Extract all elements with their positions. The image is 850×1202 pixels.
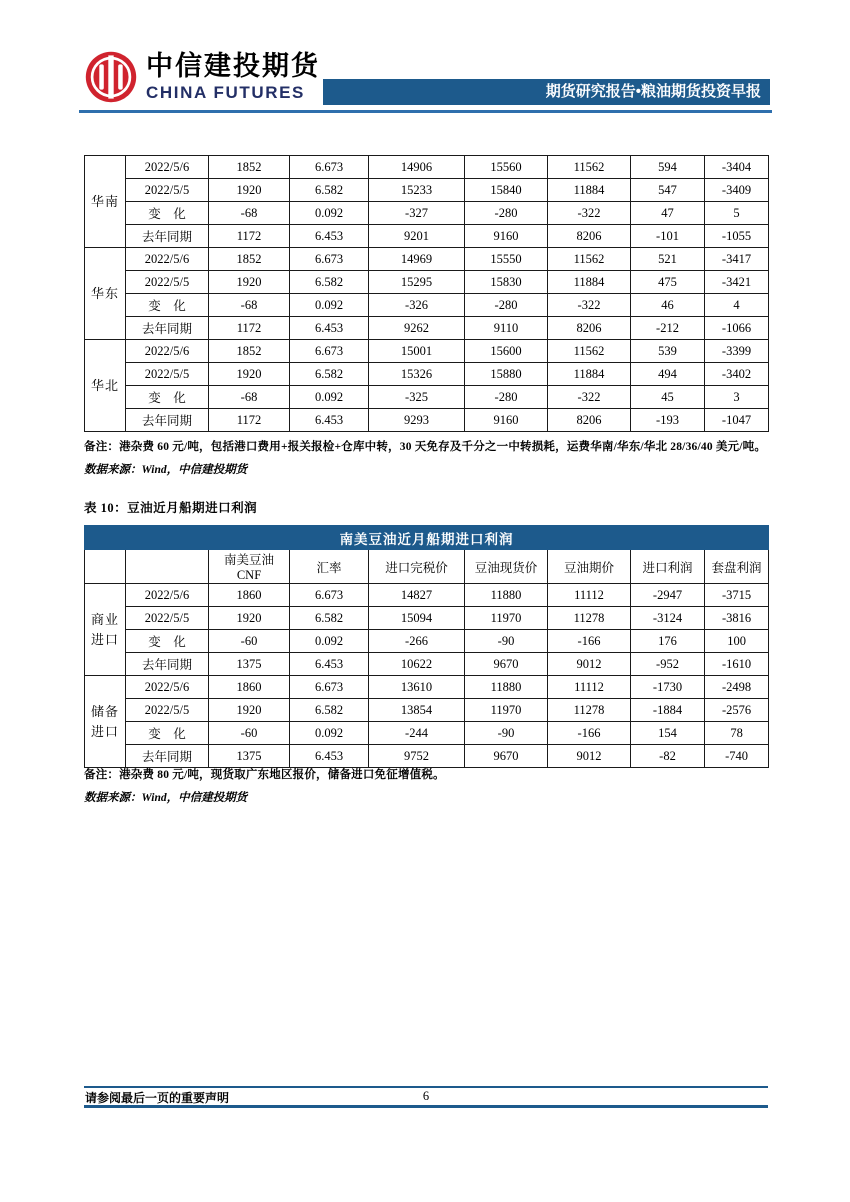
data-cell: 1860 [209,676,290,699]
data-cell: 9201 [369,225,465,248]
data-cell: 9670 [465,745,548,768]
data-cell: -212 [631,317,705,340]
data-cell: 9012 [548,745,631,768]
data-cell: -3421 [705,271,769,294]
data-cell: -2576 [705,699,769,722]
data-cell: -166 [548,722,631,745]
header-divider [79,110,772,113]
empty-header-cell [126,550,209,584]
column-header: 汇率 [290,550,369,584]
data-cell: 13610 [369,676,465,699]
data-cell: 1920 [209,271,290,294]
row-label: 去年同期 [126,225,209,248]
data-cell: 6.582 [290,363,369,386]
table-row [85,179,769,202]
data-cell: -3404 [705,156,769,179]
column-header: 套盘利润 [705,550,769,584]
data-cell: 15600 [465,340,548,363]
data-cell: 0.092 [290,630,369,653]
table-row [85,584,769,607]
data-cell: 15880 [465,363,548,386]
data-cell: -3402 [705,363,769,386]
data-cell: -244 [369,722,465,745]
column-header: 进口利润 [631,550,705,584]
table-banner-title: 南美豆油近月船期进口利润 [85,526,769,550]
data-cell: -3124 [631,607,705,630]
table-row [85,363,769,386]
data-cell: -322 [548,294,631,317]
table-row [85,225,769,248]
data-cell: -1047 [705,409,769,432]
data-cell: -82 [631,745,705,768]
data-cell: 14906 [369,156,465,179]
data-cell: -68 [209,202,290,225]
data-cell: 539 [631,340,705,363]
footer-divider-bottom [84,1105,768,1108]
table10-caption: 表 10：豆油近月船期进口利润 [84,501,258,515]
data-cell: 1375 [209,653,290,676]
row-label: 变 化 [126,630,209,653]
data-cell: 176 [631,630,705,653]
data-cell: 521 [631,248,705,271]
company-logo [84,50,320,104]
data-cell: 9262 [369,317,465,340]
data-cell: -322 [548,386,631,409]
data-cell: -166 [548,630,631,653]
table-row [85,386,769,409]
row-label: 2022/5/6 [126,676,209,699]
data-cell: 11112 [548,584,631,607]
data-cell: 494 [631,363,705,386]
data-cell: 15326 [369,363,465,386]
column-header: 豆油期价 [548,550,631,584]
data-cell: 1852 [209,340,290,363]
data-cell: 0.092 [290,722,369,745]
data-cell: 15840 [465,179,548,202]
data-cell: -193 [631,409,705,432]
row-label: 变 化 [126,386,209,409]
data-cell: 9670 [465,653,548,676]
data-cell: -280 [465,294,548,317]
data-cell: 8206 [548,317,631,340]
data-cell: 78 [705,722,769,745]
data-cell: 11112 [548,676,631,699]
data-cell: 1172 [209,225,290,248]
data-cell: 154 [631,722,705,745]
data-cell: 14827 [369,584,465,607]
data-cell: 1920 [209,699,290,722]
row-label: 去年同期 [126,409,209,432]
row-label: 去年同期 [126,745,209,768]
data-cell: -3816 [705,607,769,630]
data-cell: 11562 [548,156,631,179]
data-cell: 0.092 [290,386,369,409]
data-cell: -101 [631,225,705,248]
data-cell: 6.673 [290,676,369,699]
data-cell: 15550 [465,248,548,271]
group-label: 华北 [85,340,126,432]
table-row [85,156,769,179]
data-cell: -68 [209,294,290,317]
group-label: 储备 进口 [85,676,126,768]
data-cell: 11970 [465,699,548,722]
data-cell: -326 [369,294,465,317]
data-cell: 1920 [209,363,290,386]
data-cell: -2498 [705,676,769,699]
data-cell: 8206 [548,409,631,432]
row-label: 2022/5/6 [126,248,209,271]
data-cell: -280 [465,202,548,225]
table-row [85,745,769,768]
data-cell: -266 [369,630,465,653]
data-cell: -1884 [631,699,705,722]
data-cell: 11278 [548,699,631,722]
data-cell: -1730 [631,676,705,699]
data-cell: 1172 [209,317,290,340]
data-cell: 6.673 [290,340,369,363]
data-cell: 1852 [209,156,290,179]
data-cell: 4 [705,294,769,317]
data-cell: 1375 [209,745,290,768]
data-cell: -3417 [705,248,769,271]
data-cell: 15830 [465,271,548,294]
row-label: 去年同期 [126,653,209,676]
data-cell: -1055 [705,225,769,248]
data-cell: 11278 [548,607,631,630]
row-label: 2022/5/5 [126,607,209,630]
data-source-note: 数据来源：Wind，中信建投期货 [84,464,248,476]
row-label: 变 化 [126,202,209,225]
data-cell: 11884 [548,271,631,294]
table-row [85,653,769,676]
data-cell: 46 [631,294,705,317]
data-cell: -90 [465,722,548,745]
data-cell: 45 [631,386,705,409]
data-cell: 11880 [465,584,548,607]
table-note: 备注：港杂费 80 元/吨，现货取广东地区报价，储备进口免征增值税。 [84,769,445,781]
row-label: 2022/5/5 [126,179,209,202]
data-cell: 1852 [209,248,290,271]
regional-import-profit-table [84,155,769,432]
data-cell: 1172 [209,409,290,432]
data-cell: -1066 [705,317,769,340]
data-cell: 5 [705,202,769,225]
data-cell: 9160 [465,409,548,432]
citic-futures-logo-icon [84,50,138,104]
group-label: 华南 [85,156,126,248]
data-cell: 11562 [548,340,631,363]
group-label: 华东 [85,248,126,340]
table-row [85,722,769,745]
data-cell: -3409 [705,179,769,202]
data-cell: 15001 [369,340,465,363]
data-cell: 8206 [548,225,631,248]
data-cell: 3 [705,386,769,409]
data-cell: 475 [631,271,705,294]
column-header: 豆油现货价 [465,550,548,584]
footer-divider-top [84,1086,768,1088]
data-cell: 6.673 [290,248,369,271]
logo-name-cn: 中信建投期货 [146,51,320,81]
data-cell: 1920 [209,179,290,202]
data-cell: 100 [705,630,769,653]
report-type-banner: 期货研究报告•粮油期货投资早报 [323,79,770,105]
data-cell: 6.453 [290,653,369,676]
data-cell: -740 [705,745,769,768]
data-cell: 547 [631,179,705,202]
footer-disclaimer: 请参阅最后一页的重要声明 [85,1091,230,1105]
data-cell: 6.453 [290,745,369,768]
data-cell: 47 [631,202,705,225]
data-cell: -280 [465,386,548,409]
table-row [85,676,769,699]
data-cell: 15233 [369,179,465,202]
data-cell: 6.453 [290,225,369,248]
data-cell: 6.582 [290,699,369,722]
data-cell: 15094 [369,607,465,630]
data-cell: 6.453 [290,317,369,340]
table-row [85,294,769,317]
data-cell: 6.673 [290,584,369,607]
data-cell: 6.582 [290,271,369,294]
table-row [85,202,769,225]
data-cell: 594 [631,156,705,179]
data-cell: 9752 [369,745,465,768]
data-cell: -2947 [631,584,705,607]
row-label: 2022/5/5 [126,363,209,386]
row-label: 2022/5/6 [126,584,209,607]
data-cell: -68 [209,386,290,409]
data-cell: -90 [465,630,548,653]
row-label: 2022/5/6 [126,156,209,179]
data-cell: -952 [631,653,705,676]
row-label: 去年同期 [126,317,209,340]
data-cell: 14969 [369,248,465,271]
data-cell: 11884 [548,179,631,202]
table-row [85,271,769,294]
group-label: 商业 进口 [85,584,126,676]
data-cell: 11884 [548,363,631,386]
logo-text [146,53,320,101]
data-cell: 10622 [369,653,465,676]
table-row [85,607,769,630]
data-cell: 6.453 [290,409,369,432]
soybean-oil-import-profit-table [84,525,769,768]
data-cell: 11970 [465,607,548,630]
data-cell: 6.582 [290,607,369,630]
empty-header-cell [85,550,126,584]
column-header: 南美豆油 CNF [209,550,290,584]
row-label: 2022/5/6 [126,340,209,363]
data-cell: -60 [209,630,290,653]
data-cell: -3399 [705,340,769,363]
data-cell: 13854 [369,699,465,722]
data-source-note: 数据来源：Wind，中信建投期货 [84,792,248,804]
data-cell: -325 [369,386,465,409]
data-cell: 6.673 [290,156,369,179]
column-header: 进口完税价 [369,550,465,584]
table-row [85,630,769,653]
row-label: 变 化 [126,294,209,317]
data-cell: -3715 [705,584,769,607]
page-number: 6 [422,1089,430,1103]
data-cell: 15560 [465,156,548,179]
data-cell: 11880 [465,676,548,699]
table-row [85,248,769,271]
data-cell: 9110 [465,317,548,340]
data-cell: 1920 [209,607,290,630]
table-row [85,317,769,340]
data-cell: 15295 [369,271,465,294]
table-banner-row [85,526,769,550]
data-cell: 9160 [465,225,548,248]
data-cell: 11562 [548,248,631,271]
data-cell: -60 [209,722,290,745]
data-cell: 0.092 [290,294,369,317]
table-row [85,340,769,363]
data-cell: 1860 [209,584,290,607]
data-cell: 9293 [369,409,465,432]
data-cell: -1610 [705,653,769,676]
table-row [85,409,769,432]
row-label: 2022/5/5 [126,699,209,722]
table-note: 备注：港杂费 60 元/吨，包括港口费用+报关报检+仓库中转，30 天免存及千分之一中转损耗，运费华南/华东/华北 28/36/40 美元/吨。 [84,441,767,453]
row-label: 2022/5/5 [126,271,209,294]
table-row [85,699,769,722]
data-cell: 9012 [548,653,631,676]
row-label: 变 化 [126,722,209,745]
data-cell: 0.092 [290,202,369,225]
logo-name-en: CHINA FUTURES [146,83,305,102]
column-header-row [85,550,769,584]
data-cell: -322 [548,202,631,225]
data-cell: 6.582 [290,179,369,202]
data-cell: -327 [369,202,465,225]
